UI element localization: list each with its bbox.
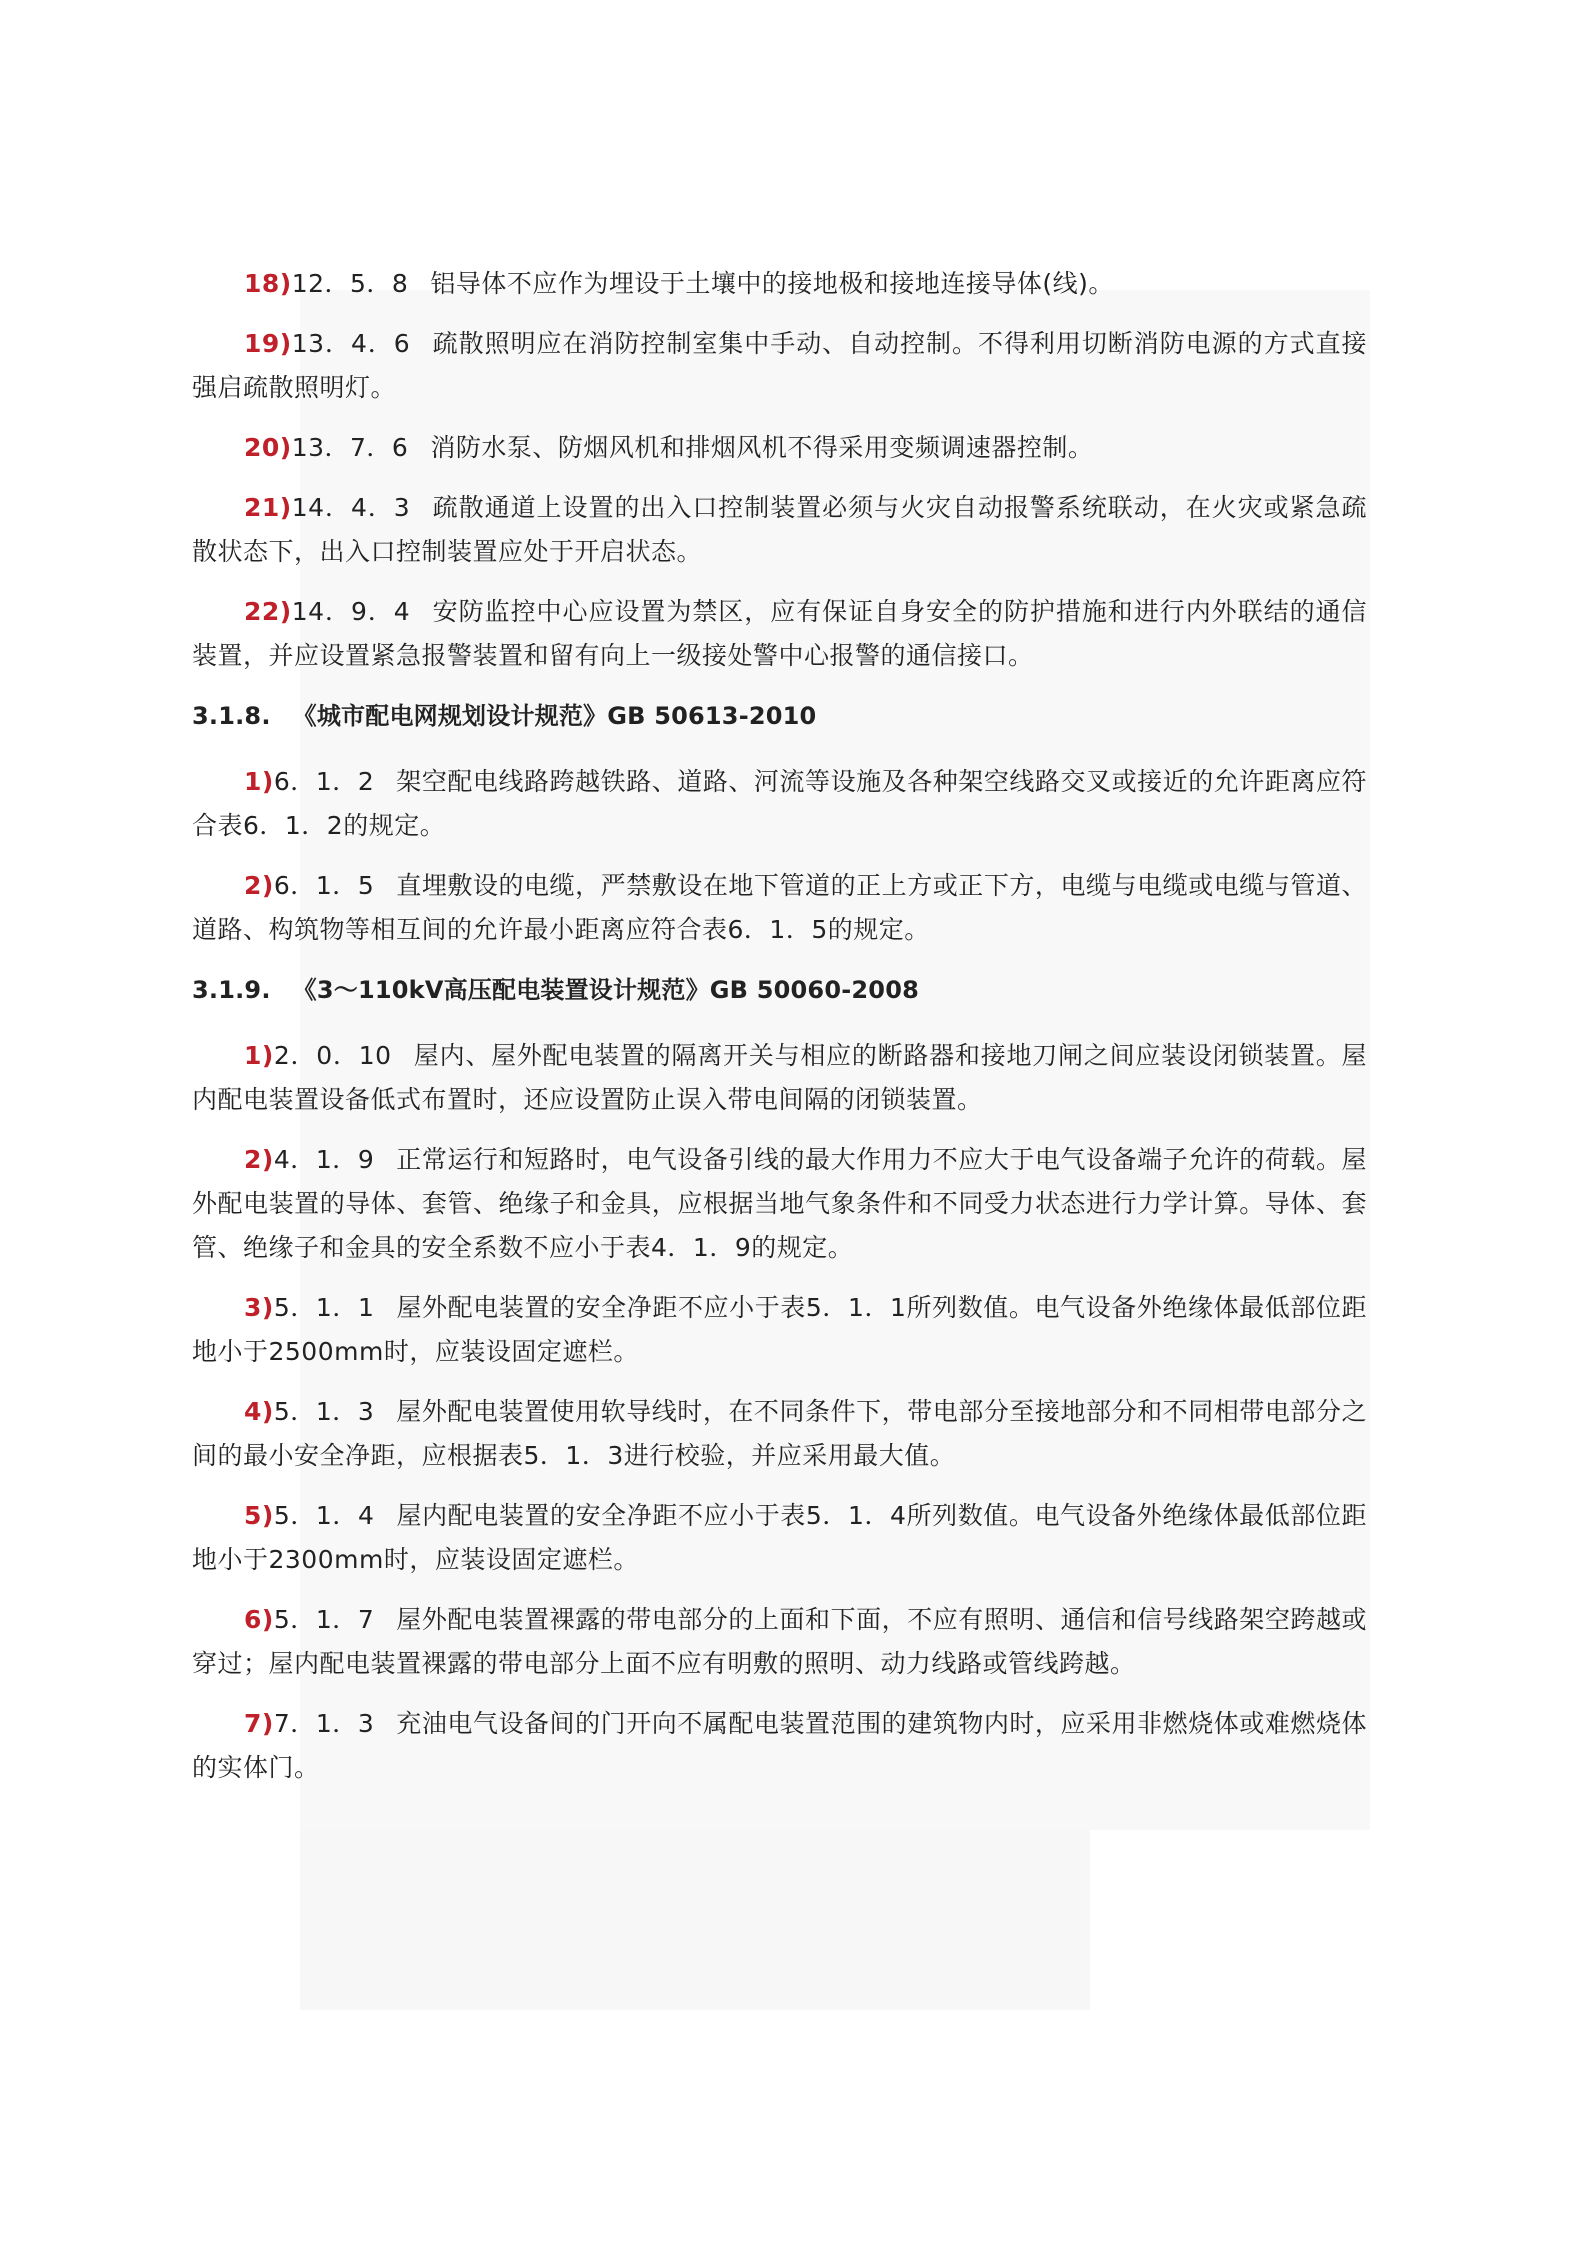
- clause-code: 6．1．2: [273, 767, 375, 796]
- clause-item: [192, 864, 1367, 952]
- clause-item: [192, 760, 1367, 848]
- clause-code: 5．1．4: [273, 1501, 375, 1530]
- clause-item: [192, 1390, 1367, 1478]
- clause-text: 消防水泵、防烟风机和排烟风机不得采用变频调速器控制。: [430, 433, 1094, 462]
- clause-item: [192, 590, 1367, 678]
- item-number: 1): [244, 767, 274, 796]
- clause-text: 疏散照明应在消防控制室集中手动、自动控制。不得利用切断消防电源的方式直接强启疏散照明灯。: [192, 329, 1367, 402]
- section-number: 3.1.9.: [192, 976, 271, 1004]
- clause-code: 13．7．6: [291, 433, 409, 462]
- clause-text: 屋外配电装置使用软导线时，在不同条件下，带电部分至接地部分和不同相带电部分之间的最小安全净距，应根据表5．1．3进行校验，并应采用最大值。: [192, 1397, 1367, 1470]
- clause-code: 5．1．1: [273, 1293, 375, 1322]
- section-heading: [192, 968, 1367, 1012]
- scan-shading: [300, 1830, 1090, 2010]
- item-number: 2): [244, 871, 274, 900]
- clause-text: 架空配电线路跨越铁路、道路、河流等设施及各种架空线路交叉或接近的允许距离应符合表6．1．2的规定。: [192, 767, 1367, 840]
- clause-item: [192, 1286, 1367, 1374]
- clause-code: 14．9．4: [291, 597, 411, 626]
- clause-item: [192, 1138, 1367, 1270]
- clause-item: [192, 1494, 1367, 1582]
- clause-text: 充油电气设备间的门开向不属配电装置范围的建筑物内时，应采用非燃烧体或难燃烧体的实体门。: [192, 1709, 1367, 1782]
- clause-item: [192, 486, 1367, 574]
- clause-text: 直埋敷设的电缆，严禁敷设在地下管道的正上方或正下方，电缆与电缆或电缆与管道、道路、构筑物等相互间的允许最小距离应符合表6．1．5的规定。: [192, 871, 1367, 944]
- item-number: 3): [244, 1293, 274, 1322]
- clause-item: [192, 262, 1367, 306]
- clause-text: 屋外配电装置的安全净距不应小于表5．1．1所列数值。电气设备外绝缘体最低部位距地小于2500mm时，应装设固定遮栏。: [192, 1293, 1367, 1366]
- clause-text: 疏散通道上设置的出入口控制装置必须与火灾自动报警系统联动，在火灾或紧急疏散状态下，出入口控制装置应处于开启状态。: [192, 493, 1367, 566]
- item-number: 19): [244, 329, 292, 358]
- clause-code: 13．4．6: [291, 329, 411, 358]
- item-number: 18): [244, 269, 292, 298]
- clause-code: 5．1．7: [273, 1605, 375, 1634]
- clause-item: [192, 1598, 1367, 1686]
- item-number: 22): [244, 597, 292, 626]
- clause-code: 7．1．3: [273, 1709, 375, 1738]
- clause-item: [192, 1702, 1367, 1790]
- clause-code: 6．1．5: [273, 871, 375, 900]
- clause-text: 正常运行和短路时，电气设备引线的最大作用力不应大于电气设备端子允许的荷载。屋外配电装置的导体、套管、绝缘子和金具，应根据当地气象条件和不同受力状态进行力学计算。导体、套管、绝缘子和金具的安全系数不应小于表4．1．9的规定。: [192, 1145, 1367, 1262]
- clause-item: [192, 322, 1367, 410]
- clause-text: 屋外配电装置裸露的带电部分的上面和下面，不应有照明、通信和信号线路架空跨越或穿过；屋内配电装置裸露的带电部分上面不应有明敷的照明、动力线路或管线跨越。: [192, 1605, 1367, 1678]
- clause-code: 4．1．9: [273, 1145, 375, 1174]
- document-page: [192, 262, 1367, 1806]
- clause-code: 14．4．3: [291, 493, 411, 522]
- clause-code: 12．5．8: [291, 269, 409, 298]
- item-number: 2): [244, 1145, 274, 1174]
- section-number: 3.1.8.: [192, 702, 271, 730]
- item-number: 4): [244, 1397, 274, 1426]
- clause-text: 屋内、屋外配电装置的隔离开关与相应的断路器和接地刀闸之间应装设闭锁装置。屋内配电装置设备低式布置时，还应设置防止误入带电间隔的闭锁装置。: [192, 1041, 1367, 1114]
- clause-text: 安防监控中心应设置为禁区，应有保证自身安全的防护措施和进行内外联结的通信装置，并应设置紧急报警装置和留有向上一级接处警中心报警的通信接口。: [192, 597, 1367, 670]
- clause-item: [192, 1034, 1367, 1122]
- item-number: 7): [244, 1709, 274, 1738]
- clause-item: [192, 426, 1367, 470]
- section-title: 《3～110kV高压配电装置设计规范》GB 50060-2008: [292, 976, 919, 1004]
- clause-code: 2．0．10: [273, 1041, 392, 1070]
- item-number: 21): [244, 493, 292, 522]
- item-number: 5): [244, 1501, 274, 1530]
- item-number: 20): [244, 433, 292, 462]
- clause-text: 屋内配电装置的安全净距不应小于表5．1．4所列数值。电气设备外绝缘体最低部位距地小于2300mm时，应装设固定遮栏。: [192, 1501, 1367, 1574]
- item-number: 1): [244, 1041, 274, 1070]
- section-heading: [192, 694, 1367, 738]
- item-number: 6): [244, 1605, 274, 1634]
- section-title: 《城市配电网规划设计规范》GB 50613-2010: [292, 702, 817, 730]
- clause-code: 5．1．3: [273, 1397, 375, 1426]
- clause-text: 铝导体不应作为埋设于土壤中的接地极和接地连接导体(线)。: [430, 269, 1114, 298]
